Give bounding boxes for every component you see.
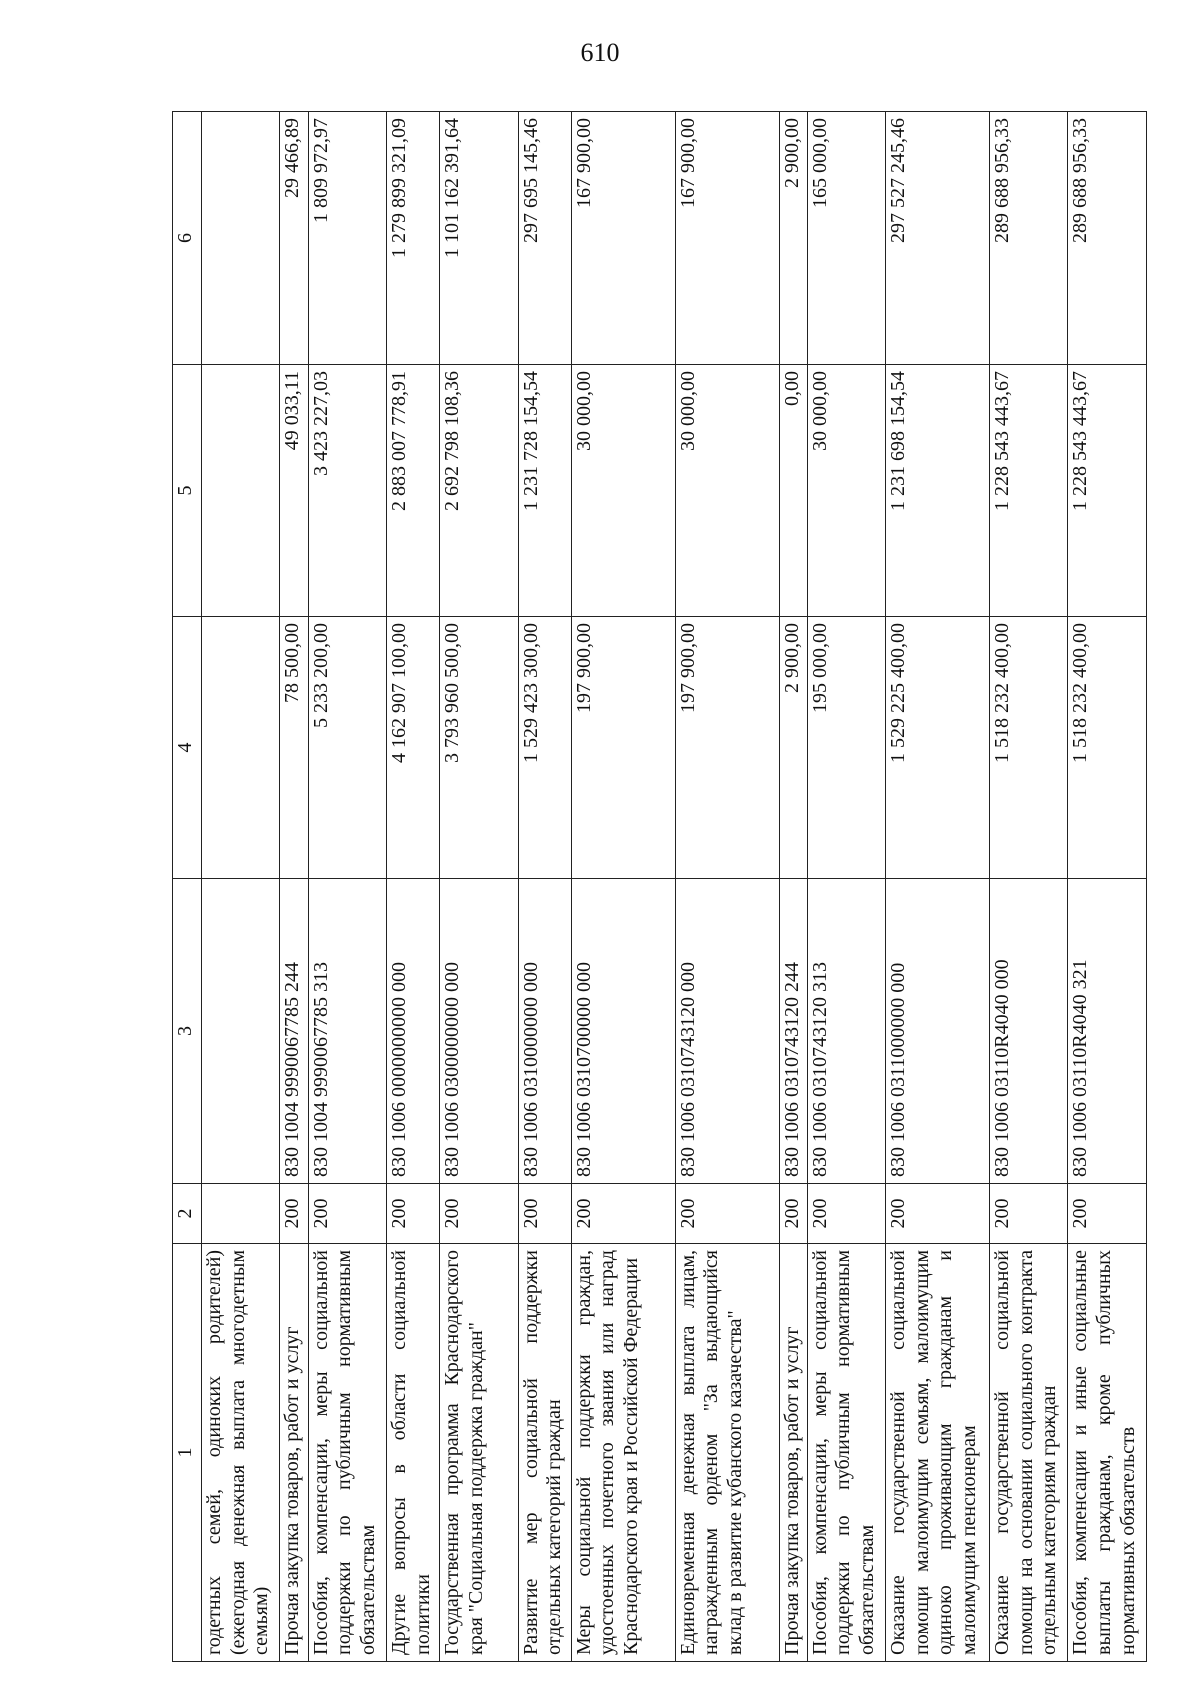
budget-table [172, 111, 1147, 1662]
row-plan-cell: 1 529 225 400,00 [886, 617, 990, 879]
header-col-4: 4 [173, 617, 202, 879]
row-remaining-cell: 289 688 956,33 [990, 112, 1068, 365]
row-plan-cell: 1 529 423 300,00 [518, 617, 571, 879]
row-name-cell: Меры социальной поддержки граждан, удостоенных почетного звания или наград Краснодарского края и Российской Федерации [571, 1244, 675, 1662]
row-code-cell: 830 1004 9990067785 313 [308, 879, 386, 1184]
page-number: 610 [580, 38, 620, 67]
row-remaining-cell: 1 279 899 321,09 [387, 112, 440, 365]
row-type-cell: 200 [440, 1184, 518, 1244]
row-plan-cell: 197 900,00 [571, 617, 675, 879]
table-row [675, 112, 779, 1662]
row-type-cell: 200 [571, 1184, 675, 1244]
row-plan-cell: 5 233 200,00 [308, 617, 386, 879]
row-name-cell: Пособия, компенсации, меры социальной поддержки по публичным нормативным обязательствам [807, 1244, 885, 1662]
table-row [202, 112, 280, 1662]
row-executed-cell: 3 423 227,03 [308, 365, 386, 617]
row-type-cell: 200 [990, 1184, 1068, 1244]
table-row [1068, 112, 1147, 1662]
row-code-cell: 830 1006 0300000000 000 [440, 879, 518, 1184]
table-row [990, 112, 1068, 1662]
table-row [779, 112, 807, 1662]
row-name-cell: Прочая закупка товаров, работ и услуг [779, 1244, 807, 1662]
row-code-cell: 830 1006 0310000000 000 [518, 879, 571, 1184]
row-name-cell: Единовременная денежная выплата лицам, награжденным орденом "За выдающийся вклад в развитие кубанского казачества" [675, 1244, 779, 1662]
row-code-cell: 830 1004 9990067785 244 [280, 879, 308, 1184]
row-executed-cell: 30 000,00 [675, 365, 779, 617]
row-remaining-cell: 165 000,00 [807, 112, 885, 365]
row-plan-cell: 197 900,00 [675, 617, 779, 879]
row-code-cell: 830 1006 0310743120 244 [779, 879, 807, 1184]
row-plan-cell: 78 500,00 [280, 617, 308, 879]
row-executed-cell: 1 228 543 443,67 [990, 365, 1068, 617]
table-row [387, 112, 440, 1662]
budget-table-container [172, 112, 1147, 1662]
row-plan-cell [202, 617, 280, 879]
row-name-cell: Пособия, компенсации, меры социальной поддержки по публичным нормативным обязательствам [308, 1244, 386, 1662]
row-type-cell: 200 [308, 1184, 386, 1244]
row-type-cell: 200 [779, 1184, 807, 1244]
row-name-cell: Другие вопросы в области социальной политики [387, 1244, 440, 1662]
row-executed-cell: 1 228 543 443,67 [1068, 365, 1147, 617]
row-remaining-cell: 1 101 162 391,64 [440, 112, 518, 365]
row-plan-cell: 1 518 232 400,00 [990, 617, 1068, 879]
row-remaining-cell: 167 900,00 [571, 112, 675, 365]
row-executed-cell: 2 883 007 778,91 [387, 365, 440, 617]
row-plan-cell: 195 000,00 [807, 617, 885, 879]
row-plan-cell: 3 793 960 500,00 [440, 617, 518, 879]
row-name-cell: Развитие мер социальной поддержки отдельных категорий граждан [518, 1244, 571, 1662]
row-code-cell: 830 1006 0000000000 000 [387, 879, 440, 1184]
header-col-1: 1 [173, 1244, 202, 1662]
row-code-cell: 830 1006 0310700000 000 [571, 879, 675, 1184]
table-row [280, 112, 308, 1662]
row-type-cell: 200 [807, 1184, 885, 1244]
row-executed-cell: 49 033,11 [280, 365, 308, 617]
row-code-cell: 830 1006 0310743120 313 [807, 879, 885, 1184]
row-code-cell: 830 1006 0311000000 000 [886, 879, 990, 1184]
row-type-cell [202, 1184, 280, 1244]
header-col-6: 6 [173, 112, 202, 365]
row-executed-cell: 30 000,00 [807, 365, 885, 617]
row-name-cell: Государственная программа Краснодарского края "Социальная поддержка граждан" [440, 1244, 518, 1662]
row-plan-cell: 1 518 232 400,00 [1068, 617, 1147, 879]
row-plan-cell: 2 900,00 [779, 617, 807, 879]
row-remaining-cell: 297 695 145,46 [518, 112, 571, 365]
header-col-5: 5 [173, 365, 202, 617]
row-remaining-cell: 29 466,89 [280, 112, 308, 365]
row-remaining-cell: 289 688 956,33 [1068, 112, 1147, 365]
row-executed-cell: 30 000,00 [571, 365, 675, 617]
row-name-cell: Пособия, компенсации и иные социальные выплаты гражданам, кроме публичных нормативных обязательств [1068, 1244, 1147, 1662]
row-type-cell: 200 [280, 1184, 308, 1244]
row-executed-cell: 2 692 798 108,36 [440, 365, 518, 617]
header-row [173, 112, 202, 1662]
row-type-cell: 200 [518, 1184, 571, 1244]
table-row [571, 112, 675, 1662]
table-row [440, 112, 518, 1662]
row-type-cell: 200 [886, 1184, 990, 1244]
row-name-cell: Оказание государственной социальной помощи на основании социального контракта отдельным категориям граждан [990, 1244, 1068, 1662]
row-code-cell [202, 879, 280, 1184]
row-remaining-cell: 167 900,00 [675, 112, 779, 365]
row-remaining-cell: 1 809 972,97 [308, 112, 386, 365]
row-executed-cell [202, 365, 280, 617]
row-remaining-cell: 297 527 245,46 [886, 112, 990, 365]
row-type-cell: 200 [387, 1184, 440, 1244]
header-col-3: 3 [173, 879, 202, 1184]
row-name-cell: годетных семей, одиноких родителей) (ежегодная денежная выплата многодетным семьям) [202, 1244, 280, 1662]
row-name-cell: Прочая закупка товаров, работ и услуг [280, 1244, 308, 1662]
row-remaining-cell [202, 112, 280, 365]
row-code-cell: 830 1006 03110R4040 000 [990, 879, 1068, 1184]
row-plan-cell: 4 162 907 100,00 [387, 617, 440, 879]
table-row [807, 112, 885, 1662]
header-col-2: 2 [173, 1184, 202, 1244]
row-type-cell: 200 [675, 1184, 779, 1244]
table-row [308, 112, 386, 1662]
row-executed-cell: 1 231 728 154,54 [518, 365, 571, 617]
row-type-cell: 200 [1068, 1184, 1147, 1244]
table-row [518, 112, 571, 1662]
row-remaining-cell: 2 900,00 [779, 112, 807, 365]
row-executed-cell: 0,00 [779, 365, 807, 617]
table-row [886, 112, 990, 1662]
table-body [202, 112, 1147, 1662]
row-executed-cell: 1 231 698 154,54 [886, 365, 990, 617]
row-code-cell: 830 1006 0310743120 000 [675, 879, 779, 1184]
row-name-cell: Оказание государственной социальной помощи малоимущим семьям, малоимущим одиноко проживающим гражданам и малоимущим пенсионерам [886, 1244, 990, 1662]
row-code-cell: 830 1006 03110R4040 321 [1068, 879, 1147, 1184]
